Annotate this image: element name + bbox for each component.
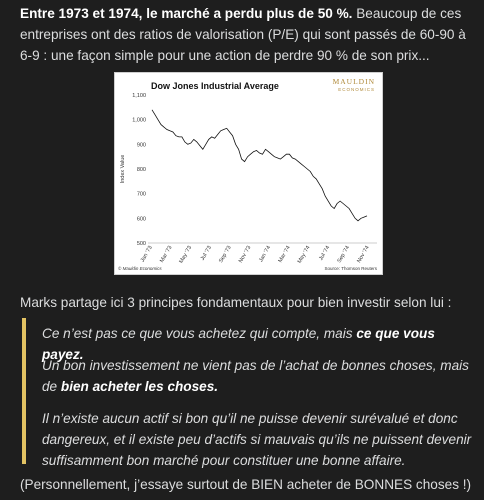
chart-source: Source: Thomson Reuters (324, 266, 377, 271)
dow-jones-series-line (152, 110, 367, 221)
chart-copyright: © Mauldin Economics (118, 266, 162, 271)
chart-svg (115, 73, 382, 274)
y-tick-label: 800 (136, 167, 146, 173)
blockquote (22, 318, 474, 468)
chart-title: Dow Jones Industrial Average (151, 81, 279, 91)
intro-rest: Beaucoup de ces entreprises ont des ratios de valorisation (P/E) qui sont passés de 60-90 à 6-9 : une façon simple pour une action de perdre 90 % de son prix... (20, 6, 466, 63)
y-axis-label: Index Value (120, 154, 126, 184)
x-tick-label: Mar '74 (277, 245, 292, 264)
intro-bold: Entre 1973 et 1974, le marché a perdu plus de 50 %. (20, 6, 353, 21)
marks-paragraph: Marks partage ici 3 principes fondamentaux pour bien investir selon lui : (20, 295, 452, 310)
y-tick-label: 1,100 (132, 93, 146, 99)
x-tick-label: Jan '73 (139, 245, 154, 264)
x-tick-label: Jul '74 (318, 245, 332, 262)
y-tick-label: 600 (136, 216, 146, 223)
quote-line-3: Il n’existe aucun actif si bon qu’il ne puisse devenir surévalué et donc dangereux, et il existe peu d’actifs si mauvais qu’ils ne puissent devenir suffisamment bon marché pour constituer une bonne affaire. (42, 411, 472, 468)
chart-brand-sub: ECONOMICS (338, 87, 375, 92)
x-tick-label: Jul '73 (199, 245, 213, 262)
quote-2-text: Un bon investissement ne vient pas de l’achat de bonnes choses, mais de (42, 358, 469, 394)
dow-jones-chart (114, 72, 383, 275)
y-tick-label: 900 (136, 142, 146, 149)
y-tick-label: 1,000 (132, 117, 146, 124)
y-tick-label: 700 (136, 191, 146, 198)
x-tick-label: Mar '73 (159, 245, 174, 264)
x-tick-label: Nov '73 (237, 245, 253, 265)
quote-line-2 (42, 355, 472, 397)
quote-1-text: Ce n’est pas ce que vous achetez qui compte, mais (42, 326, 357, 341)
x-tick-label: May '73 (178, 245, 194, 265)
x-tick-label: Sep '74 (336, 245, 352, 265)
outro-paragraph: (Personnellement, j’essaye surtout de BIEN acheter de BONNES choses !) (20, 477, 472, 492)
x-tick-label: Nov '74 (356, 245, 371, 265)
intro-paragraph (20, 3, 472, 66)
y-tick-label: 500 (136, 241, 146, 247)
x-tick-label: May '74 (296, 245, 312, 265)
chart-brand: MAULDIN (332, 77, 375, 86)
quote-1-bold: ce que vous payez. (42, 326, 435, 362)
x-tick-label: Sep '73 (218, 245, 233, 265)
quote-2-bold: bien acheter les choses. (60, 379, 219, 394)
x-tick-label: Jan '74 (258, 245, 273, 264)
